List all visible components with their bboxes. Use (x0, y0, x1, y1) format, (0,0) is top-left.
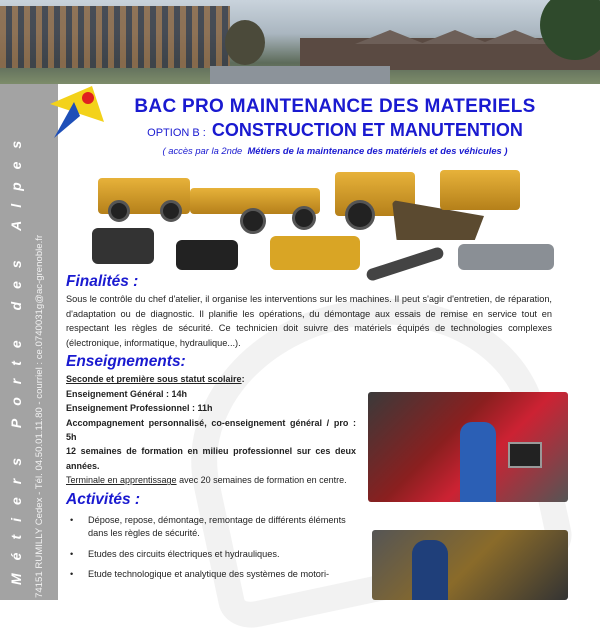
main-content (66, 272, 552, 589)
enseignements-heading: Enseignements: (66, 353, 186, 371)
stage-weeks: 12 semaines de formation en milieu professionnel sur ces deux années. (66, 446, 356, 471)
general-hours: Enseignement Général : 14h (66, 388, 188, 399)
campus-photo-banner (0, 0, 600, 84)
terminale-label: Terminale en apprentissage (66, 475, 177, 486)
status-colon: : (241, 374, 245, 385)
list-item: • Etude technologique et analytique des systèmes de motori- (66, 568, 362, 582)
enseignements-block (66, 372, 356, 487)
finalites-text: Sous le contrôle du chef d'atelier, il organise les interventions sur les machines. Il peut s'agir d'entretien, de réparation, d'adaptation ou de diagnostic. Il planifie les opérations, du démontage aux essais de remise en service tout en respectant les règles de sécurité. Ce technicien doit suivre des matériels équipés de technologies complexes (électronique, informatique, hydraulique...). (66, 294, 552, 348)
terminale-detail: avec 20 semaines de formation en centre. (176, 475, 347, 486)
status-line (66, 372, 356, 386)
header (110, 96, 560, 156)
access-prefix: ( accès par la 2nde (162, 145, 243, 156)
option-label: OPTION B : (147, 127, 206, 139)
contact-info: 74151 RUMILLY Cedex - Tél. 04.50.01.11.80 - courriel : ce.0740031g@ac-grenoble.fr (34, 234, 45, 598)
access-family: Métiers de la maintenance des matériels et des véhicules ) (247, 145, 508, 156)
list-item: • Dépose, repose, démontage, remontage de différents éléments dans les règles de sécurité. (66, 514, 362, 541)
activites-heading: Activités : (66, 490, 141, 508)
network-name: Métiers Porte des Alpes (8, 127, 24, 585)
status-label: Seconde et première sous statut scolaire (66, 374, 242, 385)
option-name: CONSTRUCTION ET MANUTENTION (211, 120, 523, 140)
activites-list (66, 514, 552, 582)
accompagnement-hours: Accompagnement personnalisé, co-enseignement général / pro : 5h (66, 417, 356, 442)
option-title (110, 120, 560, 141)
page-title: BAC PRO MAINTENANCE DES MATERIELS (134, 96, 536, 117)
school-logo (44, 82, 108, 146)
list-item: • Etudes des circuits électriques et hydrauliques. (66, 548, 362, 562)
pro-hours: Enseignement Professionnel : 11h (66, 403, 213, 414)
finalites-heading: Finalités : (66, 273, 139, 290)
access-note (110, 145, 560, 156)
